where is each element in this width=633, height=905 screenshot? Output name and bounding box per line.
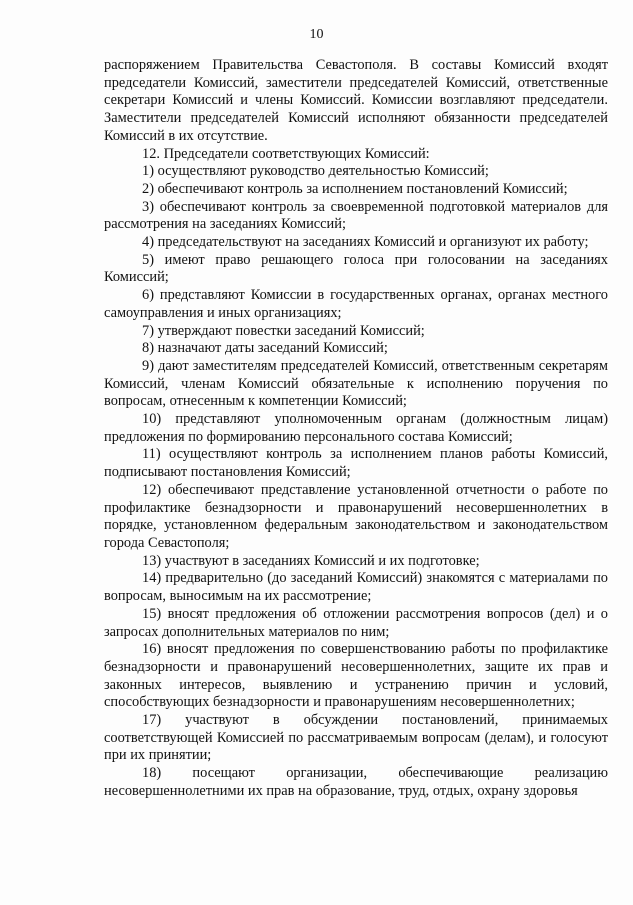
list-item-11: 11) осуществляют контроль за исполнением планов работы Комиссий, подписывают постановления Комиссий;	[104, 446, 608, 481]
list-item-3: 3) обеспечивают контроль за своевременной подготовкой материалов для рассмотрения на заседаниях Комиссий;	[104, 198, 608, 233]
paragraph-section-12: 12. Председатели соответствующих Комиссий:	[142, 145, 430, 162]
list-item-18: 18) посещают организации, обеспечивающие реализацию несовершеннолетними их прав на образование, труд, отдых, охрану здоровья	[104, 765, 608, 799]
list-item-14: 14) предварительно (до заседаний Комиссий) знакомятся с материалами по вопросам, выносимым на их рассмотрение;	[104, 570, 608, 605]
list-item-9: 9) дают заместителям председателей Комиссий, ответственным секретарям Комиссий, членам Комиссий обязательные к исполнению поручения по вопросам, отнесенным к компетенции Комиссий;	[104, 357, 608, 410]
list-item-15: 15) вносят предложения об отложении рассмотрения вопросов (дел) и о запросах дополнительных материалов по ним;	[104, 605, 608, 640]
list-item-12: 12) обеспечивают представление установленной отчетности о работе по профилактике безнадзорности и правонарушений несовершеннолетних в порядке, установленном федеральным законодательством и законодательством города Севастополя;	[104, 481, 608, 551]
list-item-10: 10) представляют уполномоченным органам (должностным лицам) предложения по формированию персонального состава Комиссий;	[104, 411, 608, 445]
list-item-7: 7) утверждают повестки заседаний Комиссий;	[142, 322, 425, 339]
paragraph-intro: распоряжением Правительства Севастополя. В составы Комиссий входят председатели Комиссий, заместители председателей Комиссий, ответственные секретари Комиссий и члены Комиссий. Комиссии возглавляют председатели. Заместители председателей Комиссий исполняют обязанности председателей Комиссий в их отсутствие.	[104, 57, 608, 144]
list-item-6: 6) представляют Комиссии в государственных органах, органах местного самоуправления и иных организациях;	[104, 287, 608, 321]
list-item-17: 17) участвуют в обсуждении постановлений, принимаемых соответствующей Комиссией по рассматриваемым вопросам (делам), и голосуют при их принятии;	[104, 712, 608, 764]
page-number: 10	[309, 27, 324, 42]
list-item-5: 5) имеют право решающего голоса при голосовании на заседаниях Комиссий;	[104, 251, 608, 286]
list-item-4: 4) председательствуют на заседаниях Комиссий и организуют их работу;	[142, 234, 589, 251]
document-body	[104, 57, 608, 801]
list-item-8: 8) назначают даты заседаний Комиссий;	[142, 340, 388, 357]
list-item-1: 1) осуществляют руководство деятельностью Комиссий;	[142, 163, 489, 180]
list-item-16: 16) вносят предложения по совершенствованию работы по профилактике безнадзорности и правонарушений несовершеннолетних, защите их прав и законных интересов, выявлению и устранению причин и условий, способствующих безнадзорности и правонарушениям несовершеннолетних;	[104, 641, 608, 711]
list-item-2: 2) обеспечивают контроль за исполнением постановлений Комиссий;	[142, 180, 568, 197]
list-item-13: 13) участвуют в заседаниях Комиссий и их подготовке;	[142, 552, 480, 569]
